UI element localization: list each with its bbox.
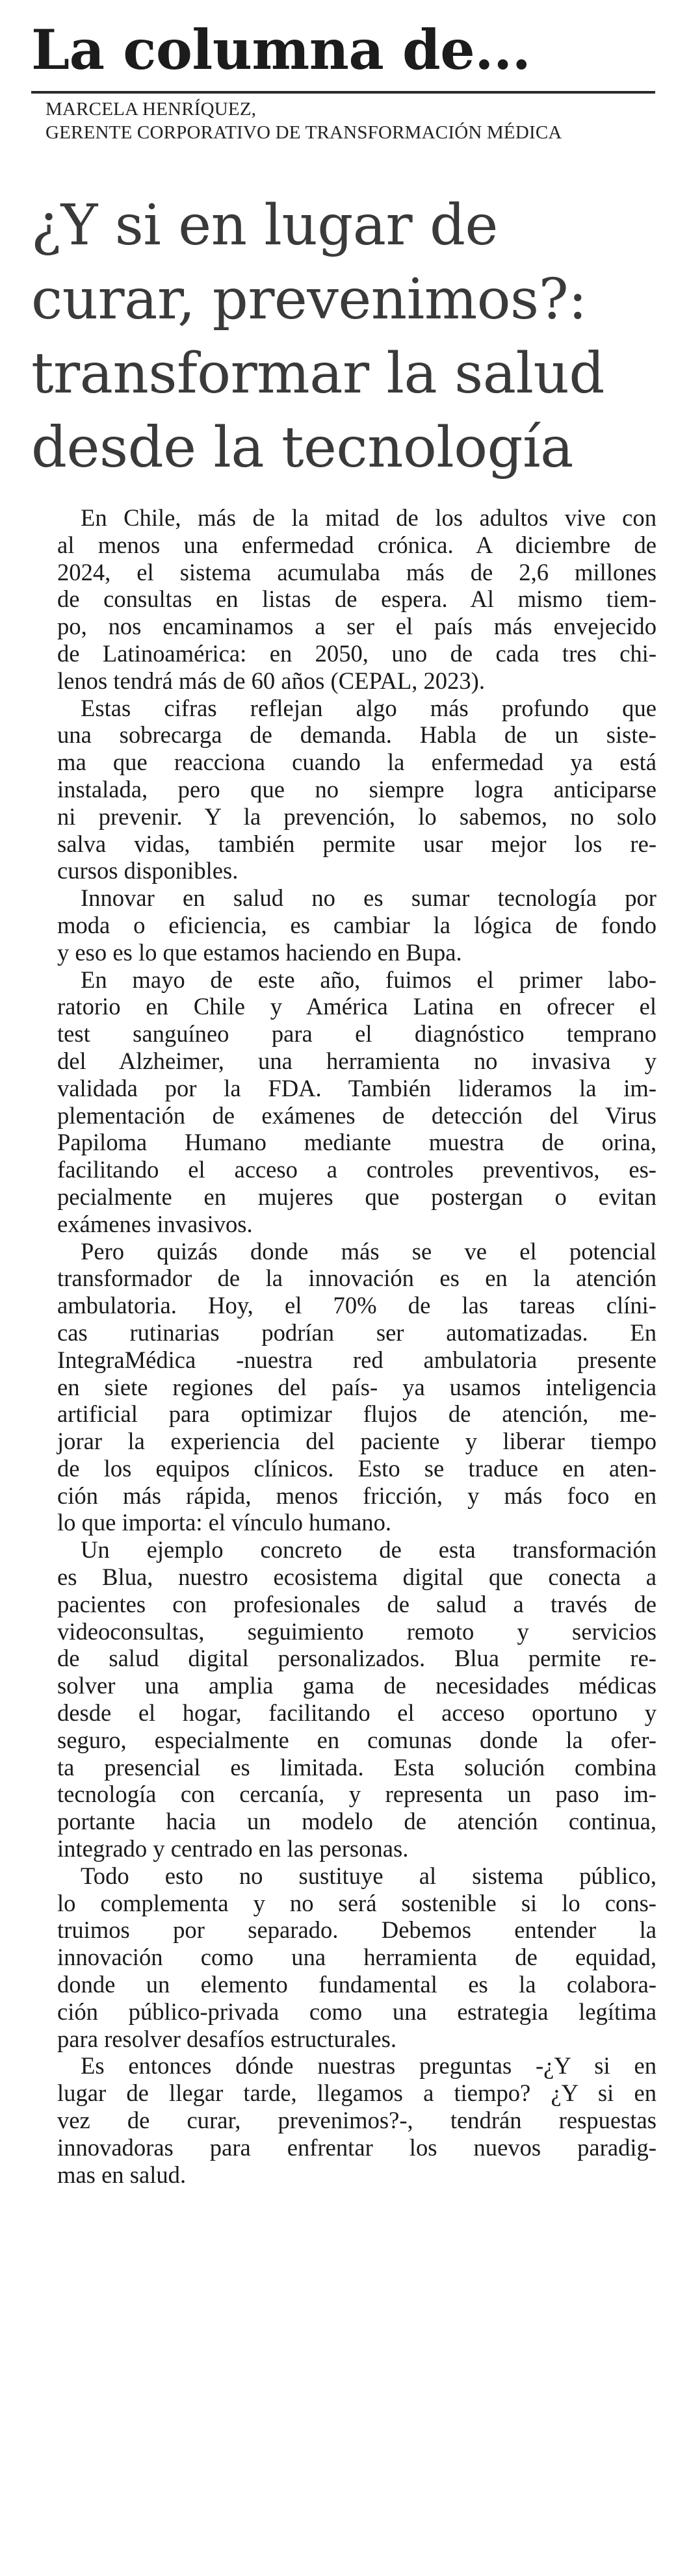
body-text-line: mas en salud. [57,2161,187,2188]
body-text-line: ratorio en Chile y América Latina en ofrecer el [57,993,656,1020]
body-text-line: donde un elemento fundamental es la colabora- [57,1971,656,1998]
article-headline [31,188,668,485]
body-text-line: artificial para optimizar flujos de atención, me- [57,1400,656,1428]
body-text-line: plementación de exámenes de detección del Virus [57,1101,656,1129]
article-body [57,504,656,2188]
body-text-line: vez de curar, prevenimos?-, tendrán respuestas [57,2107,656,2134]
body-text-line: Es entonces dónde nuestras preguntas -¿Y si en [81,2052,656,2080]
body-text-line: innovación como una herramienta de equidad, [57,1944,656,1971]
body-text-line: ni prevenir. Y la prevención, lo sabemos, no solo [57,803,656,830]
body-text-line: y eso es lo que estamos haciendo en Bupa. [57,938,462,966]
body-text-line: Pero quizás donde más se ve el potencial [81,1237,656,1265]
author-name: MARCELA HENRÍQUEZ, [46,99,257,120]
headline-line: transformar la salud [31,341,604,406]
body-text-line: ta presencial es limitada. Esta solución combina [57,1753,656,1781]
body-text-line: test sanguíneo para el diagnóstico temprano [57,1020,656,1048]
body-text-line: lo que importa: el vínculo humano. [57,1509,392,1536]
section-divider [31,91,655,94]
body-text-line: de salud digital personalizados. Blua permite re- [57,1645,656,1672]
body-text-line: integrado y centrado en las personas. [57,1835,409,1862]
body-text-line: una sobrecarga de demanda. Habla de un siste- [57,721,656,749]
body-text-line: lugar de llegar tarde, llegamos a tiempo? ¿Y si en [57,2080,656,2107]
body-text-line: para resolver desafíos estructurales. [57,2025,397,2052]
body-text-line: moda o eficiencia, es cambiar la lógica de fondo [57,911,656,938]
body-text-line: del Alzheimer, una herramienta no invasiva y [57,1047,656,1074]
body-text-line: desde el hogar, facilitando el acceso oportuno y [57,1699,656,1727]
body-text-line: transformador de la innovación es en la atención [57,1265,656,1292]
body-text-line: ción público-privada como una estrategia legítima [57,1998,656,2025]
body-text-line: portante hacia un modelo de atención continua, [57,1808,656,1835]
body-text-line: innovadoras para enfrentar los nuevos paradig- [57,2133,656,2161]
headline-line: curar, prevenimos?: [31,267,587,332]
body-text-line: ma que reacciona cuando la enfermedad ya está [57,749,656,776]
body-text-line: al menos una enfermedad crónica. A diciembre de [57,531,656,558]
body-text-line: en siete regiones del país- ya usamos inteligencia [57,1373,656,1400]
headline-line: desde la tecnología [31,415,573,480]
body-text-line: lenos tendrá más de 60 años (CEPAL, 2023). [57,667,485,694]
author-byline [46,97,562,144]
body-text-line: po, nos encaminamos a ser el país más envejecido [57,613,656,640]
body-text-line: Innovar en salud no es sumar tecnología por [81,884,656,912]
body-text-line: ambulatoria. Hoy, el 70% de las tareas clíni- [57,1292,656,1319]
headline-line: ¿Y si en lugar de [31,193,498,258]
body-text-line: de Latinoamérica: en 2050, uno de cada tres chi- [57,639,656,667]
body-text-line: jorar la experiencia del paciente y liberar tiempo [57,1428,656,1455]
body-text-line: solver una amplia gama de necesidades médicas [57,1672,656,1699]
body-text-line: truimos por separado. Debemos entender la [57,1916,656,1944]
body-text-line: seguro, especialmente en comunas donde la ofer- [57,1726,656,1753]
body-text-line: En mayo de este año, fuimos el primer labo- [81,966,656,993]
body-text-line: IntegraMédica -nuestra red ambulatoria presente [57,1346,656,1373]
body-text-line: salva vidas, también permite usar mejor los re- [57,830,656,857]
body-text-line: pecialmente en mujeres que postergan o evitan [57,1183,656,1210]
body-text-line: ción más rápida, menos fricción, y más foco en [57,1482,656,1509]
body-text-line: cursos disponibles. [57,857,239,884]
body-text-line: pacientes con profesionales de salud a través de [57,1590,656,1617]
body-text-line: Estas cifras reflejan algo más profundo que [81,694,656,721]
body-text-line: instalada, pero que no siempre logra anticiparse [57,775,656,803]
body-text-line: 2024, el sistema acumulaba más de 2,6 millones [57,558,656,586]
body-text-line: es Blua, nuestro ecosistema digital que conecta a [57,1564,656,1591]
body-text-line: facilitando el acceso a controles preventivos, es- [57,1156,656,1183]
body-text-line: de los equipos clínicos. Esto se traduce en aten- [57,1454,656,1482]
body-text-line: de consultas en listas de espera. Al mismo tiem- [57,586,656,613]
body-text-line: Todo esto no sustituye al sistema público, [81,1862,656,1889]
body-text-line: validada por la FDA. También lideramos la im- [57,1074,656,1101]
body-text-line: Un ejemplo concreto de esta transformación [81,1536,656,1564]
body-text-line: En Chile, más de la mitad de los adultos vive con [81,504,656,531]
author-role: GERENTE CORPORATIVO DE TRANSFORMACIÓN MÉDICA [46,122,562,143]
body-text-line: Papiloma Humano mediante muestra de orina, [57,1129,656,1156]
body-text-line: cas rutinarias podrían ser automatizadas. En [57,1319,656,1346]
body-text-line: lo complementa y no será sostenible si lo cons- [57,1889,656,1916]
body-text-line: exámenes invasivos. [57,1210,253,1237]
body-text-line: tecnología con cercanía, y representa un paso im- [57,1781,656,1808]
column-section-title: La columna de... [31,18,531,82]
body-text-line: videoconsultas, seguimiento remoto y servicios [57,1617,656,1645]
